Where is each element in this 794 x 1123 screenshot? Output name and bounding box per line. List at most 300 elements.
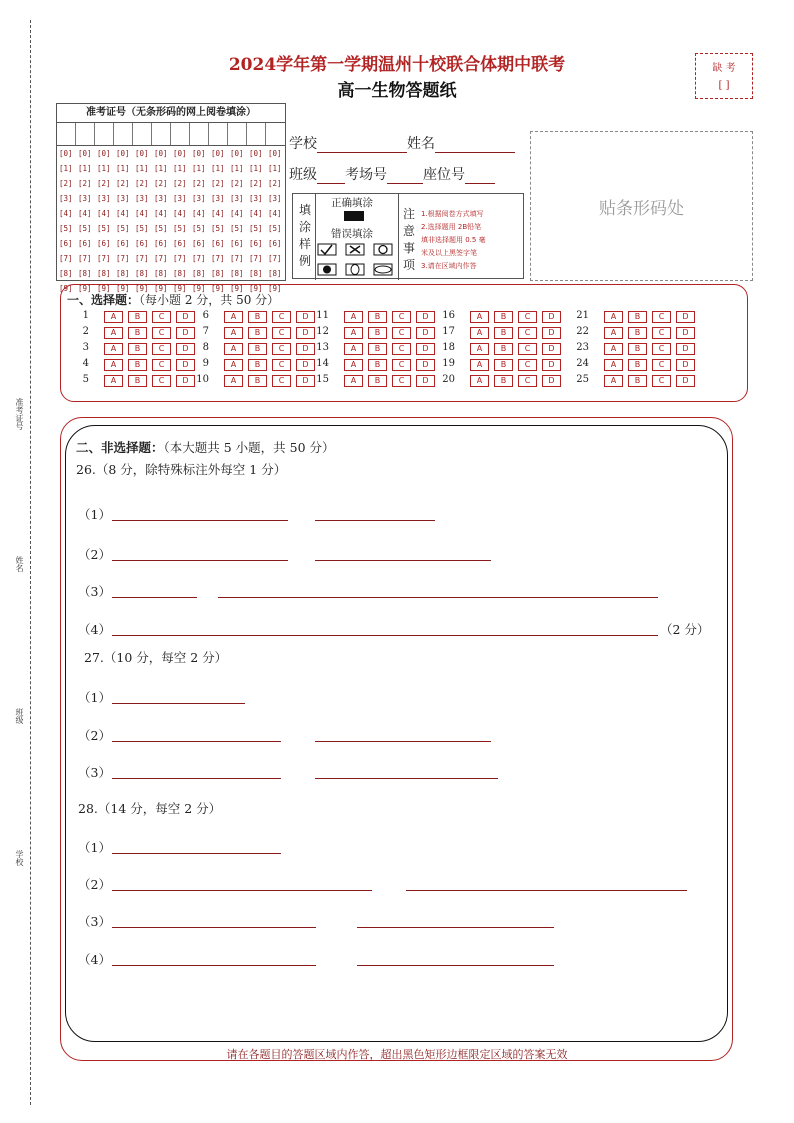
exam-id-digit-option[interactable]: [5] — [192, 224, 206, 233]
mc-option-bubble[interactable]: B — [368, 327, 387, 339]
mc-option-bubble[interactable]: C — [272, 359, 291, 371]
exam-id-digit-option[interactable]: [4] — [249, 209, 263, 218]
exam-id-digit-option[interactable]: [8] — [268, 269, 282, 278]
exam-id-digit-option[interactable]: [7] — [59, 254, 73, 263]
mc-option-bubble[interactable]: D — [542, 375, 561, 387]
mc-option-bubble[interactable]: C — [392, 375, 411, 387]
mc-option-bubble[interactable]: D — [676, 343, 695, 355]
exam-id-digit-option[interactable]: [3] — [268, 194, 282, 203]
mc-option-bubble[interactable]: A — [104, 327, 123, 339]
exam-id-digit-option[interactable]: [7] — [116, 254, 130, 263]
exam-id-digit-option[interactable]: [9] — [135, 284, 149, 293]
mc-option-bubble[interactable]: C — [652, 375, 671, 387]
mc-option-bubble[interactable]: B — [368, 311, 387, 323]
mc-option-bubble[interactable]: C — [272, 327, 291, 339]
exam-id-digit-option[interactable]: [7] — [211, 254, 225, 263]
exam-id-digit-column[interactable] — [211, 146, 225, 296]
mc-option-bubble[interactable]: A — [604, 375, 623, 387]
exam-id-digit-option[interactable]: [5] — [59, 224, 73, 233]
class-row — [289, 164, 495, 184]
q26-1-blank-b[interactable] — [315, 519, 435, 521]
mc-option-bubble[interactable]: B — [248, 375, 267, 387]
mc-option-bubble[interactable]: B — [628, 375, 647, 387]
exam-id-digit-option[interactable]: [4] — [116, 209, 130, 218]
exam-id-digit-option[interactable]: [2] — [78, 179, 92, 188]
exam-id-digit-option[interactable]: [1] — [249, 164, 263, 173]
seat-label: 座位号 — [423, 167, 465, 183]
mc-option-bubble[interactable]: A — [344, 311, 363, 323]
mc-question-number: 14 — [316, 358, 329, 369]
exam-id-digit-option[interactable]: [4] — [230, 209, 244, 218]
mc-option-bubble[interactable]: D — [296, 311, 315, 323]
mc-option-bubble[interactable]: B — [368, 359, 387, 371]
exam-id-digit-option[interactable]: [2] — [211, 179, 225, 188]
mc-question-number: 13 — [316, 342, 329, 353]
mc-option-bubble[interactable]: C — [518, 327, 537, 339]
exam-id-digit-option[interactable]: [1] — [154, 164, 168, 173]
mc-option-bubble[interactable]: D — [676, 327, 695, 339]
exam-id-digit-option[interactable]: [2] — [230, 179, 244, 188]
exam-id-digit-option[interactable]: [8] — [173, 269, 187, 278]
q26-part2-label: （2） — [78, 547, 111, 562]
mc-option-bubble[interactable]: A — [604, 359, 623, 371]
mc-option-bubble[interactable]: B — [248, 311, 267, 323]
mc-option-bubble[interactable]: A — [344, 359, 363, 371]
mc-option-bubble[interactable]: C — [392, 359, 411, 371]
exam-id-digit-option[interactable]: [8] — [97, 269, 111, 278]
mc-option-bubble[interactable]: C — [272, 311, 291, 323]
exam-id-digit-option[interactable]: [2] — [192, 179, 206, 188]
mc-question-number: 6 — [202, 310, 209, 321]
mc-option-bubble[interactable]: C — [652, 343, 671, 355]
notice-label: 注意事项 — [403, 207, 416, 272]
mc-option-bubble[interactable]: A — [104, 311, 123, 323]
mc-option-bubble[interactable]: D — [176, 311, 195, 323]
exam-id-digit-option[interactable]: [1] — [268, 164, 282, 173]
exam-id-write-cells[interactable] — [57, 123, 285, 146]
exam-id-digit-option[interactable]: [6] — [211, 239, 225, 248]
mc-question-number: 5 — [82, 374, 89, 385]
exam-id-digit-option[interactable]: [5] — [116, 224, 130, 233]
mc-option-bubble[interactable]: D — [416, 343, 435, 355]
exam-id-digit-option[interactable]: [8] — [211, 269, 225, 278]
exam-id-digit-column[interactable] — [230, 146, 244, 296]
mc-option-bubble[interactable]: C — [652, 359, 671, 371]
exam-id-digit-option[interactable]: [5] — [78, 224, 92, 233]
mc-option-bubble[interactable]: D — [676, 311, 695, 323]
exam-id-digit-option[interactable]: [3] — [173, 194, 187, 203]
q26-3-blank-b[interactable] — [218, 596, 658, 598]
mc-option-bubble[interactable]: A — [224, 343, 243, 355]
mc-option-bubble[interactable]: B — [368, 343, 387, 355]
mc-option-bubble[interactable]: A — [470, 359, 489, 371]
mc-option-bubble[interactable]: A — [224, 359, 243, 371]
mc-option-bubble[interactable]: D — [296, 327, 315, 339]
mc-option-bubble[interactable]: D — [676, 375, 695, 387]
seat-field[interactable] — [465, 169, 495, 184]
exam-id-digit-option[interactable]: [0] — [249, 149, 263, 158]
mc-option-bubble[interactable]: A — [604, 311, 623, 323]
exam-id-digit-option[interactable]: [1] — [59, 164, 73, 173]
exam-id-digit-option[interactable]: [6] — [135, 239, 149, 248]
class-label: 班级 — [289, 167, 317, 183]
exam-id-digit-option[interactable]: [9] — [78, 284, 92, 293]
exam-id-digit-option[interactable]: [9] — [192, 284, 206, 293]
exam-id-digit-option[interactable]: [1] — [192, 164, 206, 173]
mc-option-bubble[interactable]: D — [296, 359, 315, 371]
mc-option-bubble[interactable]: B — [128, 327, 147, 339]
fill-sample-label: 填涂样例 — [299, 203, 312, 268]
exam-id-digit-option[interactable]: [6] — [59, 239, 73, 248]
mc-note: （每小题 2 分，共 50 分） — [139, 293, 280, 307]
exam-id-digit-option[interactable]: [9] — [249, 284, 263, 293]
mc-option-bubble[interactable]: A — [604, 343, 623, 355]
mc-option-bubble[interactable]: C — [272, 375, 291, 387]
exam-id-digit-option[interactable]: [5] — [135, 224, 149, 233]
exam-id-digit-option[interactable]: [3] — [249, 194, 263, 203]
notice-item: 2.选择题用 2B铅笔 — [421, 223, 482, 231]
mc-option-bubble[interactable]: C — [152, 375, 171, 387]
exam-id-digit-option[interactable]: [6] — [192, 239, 206, 248]
mc-option-bubble[interactable]: A — [470, 311, 489, 323]
exam-id-digit-option[interactable]: [3] — [97, 194, 111, 203]
exam-id-digit-option[interactable]: [7] — [97, 254, 111, 263]
exam-id-digit-option[interactable]: [3] — [154, 194, 168, 203]
mc-option-bubble[interactable]: B — [494, 359, 513, 371]
exam-id-digit-option[interactable]: [6] — [78, 239, 92, 248]
correct-fill-mark — [344, 211, 364, 221]
mc-option-bubble[interactable]: D — [176, 359, 195, 371]
q26-4-blank[interactable] — [112, 634, 658, 636]
exam-id-digit-option[interactable]: [1] — [116, 164, 130, 173]
q26-1-blank-a[interactable] — [112, 519, 288, 521]
mc-option-bubble[interactable]: B — [628, 327, 647, 339]
mc-option-bubble[interactable]: B — [628, 359, 647, 371]
exam-id-digit-option[interactable]: [3] — [78, 194, 92, 203]
exam-id-digit-option[interactable]: [5] — [97, 224, 111, 233]
mc-option-bubble[interactable]: A — [224, 311, 243, 323]
exam-id-digit-option[interactable]: [2] — [135, 179, 149, 188]
mc-option-bubble[interactable]: C — [518, 359, 537, 371]
mc-option-bubble[interactable]: C — [518, 343, 537, 355]
exam-id-digit-column[interactable] — [154, 146, 168, 296]
exam-id-digit-option[interactable]: [3] — [192, 194, 206, 203]
mc-option-bubble[interactable]: B — [128, 311, 147, 323]
mc-option-bubble[interactable]: C — [392, 343, 411, 355]
exam-id-digit-column[interactable] — [78, 146, 92, 296]
exam-id-digit-option[interactable]: [9] — [268, 284, 282, 293]
exam-id-digit-option[interactable]: [9] — [154, 284, 168, 293]
q28-2-blank-b[interactable] — [406, 889, 687, 891]
exam-id-digit-option[interactable]: [1] — [230, 164, 244, 173]
exam-id-digit-option[interactable]: [0] — [211, 149, 225, 158]
page-subtitle: 高一生物答题纸 — [337, 81, 457, 101]
mc-option-bubble[interactable]: C — [272, 343, 291, 355]
exam-id-digit-option[interactable]: [2] — [97, 179, 111, 188]
exam-id-digit-option[interactable]: [4] — [268, 209, 282, 218]
nonmc-heading-row — [76, 438, 335, 456]
mc-option-bubble[interactable]: B — [128, 343, 147, 355]
mc-option-bubble[interactable]: A — [224, 327, 243, 339]
mc-question-number: 16 — [442, 310, 455, 321]
exam-id-digit-option[interactable]: [5] — [249, 224, 263, 233]
exam-id-digit-column[interactable] — [249, 146, 263, 296]
exam-id-digit-option[interactable]: [0] — [116, 149, 130, 158]
exam-id-digit-option[interactable]: [2] — [173, 179, 187, 188]
mc-option-bubble[interactable]: C — [652, 311, 671, 323]
exam-id-digit-option[interactable]: [0] — [192, 149, 206, 158]
exam-id-digit-option[interactable]: [9] — [230, 284, 244, 293]
exam-id-digit-option[interactable]: [7] — [78, 254, 92, 263]
q28-part2-label: （2） — [78, 877, 111, 892]
exam-id-digit-option[interactable]: [0] — [97, 149, 111, 158]
exam-id-digit-option[interactable]: [9] — [116, 284, 130, 293]
exam-id-digit-option[interactable]: [0] — [173, 149, 187, 158]
exam-id-digit-option[interactable]: [3] — [135, 194, 149, 203]
mc-question-number: 12 — [316, 326, 329, 337]
exam-id-digit-column[interactable] — [116, 146, 130, 296]
mc-option-bubble[interactable]: B — [248, 327, 267, 339]
exam-id-digit-option[interactable]: [7] — [249, 254, 263, 263]
exam-id-digit-option[interactable]: [1] — [78, 164, 92, 173]
q26-2-blank-b[interactable] — [315, 559, 491, 561]
exam-id-digit-option[interactable]: [2] — [59, 179, 73, 188]
exam-id-digit-option[interactable]: [8] — [154, 269, 168, 278]
exam-id-digit-option[interactable]: [1] — [211, 164, 225, 173]
mc-option-bubble[interactable]: C — [518, 311, 537, 323]
exam-id-digit-option[interactable]: [7] — [154, 254, 168, 263]
q27-title: 27.（10 分，每空 2 分） — [84, 650, 228, 665]
exam-id-digit-option[interactable]: [4] — [59, 209, 73, 218]
mc-option-bubble[interactable]: D — [296, 375, 315, 387]
mc-option-bubble[interactable]: D — [176, 375, 195, 387]
mc-option-bubble[interactable]: C — [152, 343, 171, 355]
exam-id-digit-option[interactable]: [8] — [192, 269, 206, 278]
exam-id-digit-option[interactable]: [9] — [211, 284, 225, 293]
mc-option-bubble[interactable]: A — [104, 375, 123, 387]
exam-id-digit-option[interactable]: [3] — [211, 194, 225, 203]
mc-option-bubble[interactable]: D — [416, 311, 435, 323]
exam-id-digit-column[interactable] — [192, 146, 206, 296]
exam-id-digit-option[interactable]: [4] — [97, 209, 111, 218]
exam-id-digit-option[interactable]: [9] — [97, 284, 111, 293]
exam-id-digit-option[interactable]: [8] — [249, 269, 263, 278]
exam-id-digit-option[interactable]: [6] — [97, 239, 111, 248]
mc-option-bubble[interactable]: D — [296, 343, 315, 355]
side-label-name: 姓名 — [15, 556, 24, 572]
exam-id-digit-column[interactable] — [173, 146, 187, 296]
exam-id-digit-option[interactable]: [0] — [268, 149, 282, 158]
exam-id-digit-option[interactable]: [4] — [192, 209, 206, 218]
mc-option-bubble[interactable]: B — [494, 343, 513, 355]
q27-2-blank-a[interactable] — [112, 740, 281, 742]
notice-item: 3.请在区域内作答 — [421, 262, 477, 270]
exam-id-digit-option[interactable]: [6] — [154, 239, 168, 248]
mc-question-number: 4 — [82, 358, 89, 369]
mc-option-bubble[interactable]: A — [470, 375, 489, 387]
exam-id-digit-option[interactable]: [3] — [230, 194, 244, 203]
exam-id-digit-option[interactable]: [6] — [116, 239, 130, 248]
exam-id-digit-column[interactable] — [97, 146, 111, 296]
exam-id-digit-option[interactable]: [8] — [78, 269, 92, 278]
exam-id-digit-option[interactable]: [6] — [173, 239, 187, 248]
mc-option-bubble[interactable]: D — [542, 343, 561, 355]
mc-option-bubble[interactable]: D — [176, 327, 195, 339]
exam-id-digit-option[interactable]: [5] — [230, 224, 244, 233]
mc-option-bubble[interactable]: B — [494, 327, 513, 339]
barcode-area: 贴条形码处 — [530, 131, 753, 281]
exam-id-digit-option[interactable]: [1] — [135, 164, 149, 173]
q27-2-blank-b[interactable] — [315, 740, 491, 742]
mc-option-bubble[interactable]: C — [652, 327, 671, 339]
q27-3-blank-b[interactable] — [315, 777, 498, 779]
mc-option-bubble[interactable]: D — [416, 359, 435, 371]
exam-id-digit-option[interactable]: [2] — [154, 179, 168, 188]
school-field[interactable] — [317, 138, 407, 153]
mc-option-bubble[interactable]: B — [628, 343, 647, 355]
binding-line — [30, 20, 31, 1105]
q27-part2-label: （2） — [78, 728, 111, 743]
mc-option-bubble[interactable]: B — [494, 311, 513, 323]
exam-id-digit-option[interactable]: [8] — [230, 269, 244, 278]
room-label: 考场号 — [345, 167, 387, 183]
mc-option-bubble[interactable]: A — [344, 327, 363, 339]
exam-id-digit-option[interactable]: [0] — [154, 149, 168, 158]
mc-option-bubble[interactable]: D — [542, 327, 561, 339]
exam-id-digit-option[interactable]: [5] — [268, 224, 282, 233]
q28-3-blank-b[interactable] — [357, 926, 554, 928]
nonmc-note: （本大题共 5 小题，共 50 分） — [163, 440, 335, 455]
mc-option-bubble[interactable]: D — [542, 311, 561, 323]
exam-id-digit-option[interactable]: [0] — [59, 149, 73, 158]
mc-option-bubble[interactable]: C — [152, 327, 171, 339]
exam-id-digit-option[interactable]: [3] — [116, 194, 130, 203]
mc-option-bubble[interactable]: C — [152, 359, 171, 371]
q26-3-blank-a[interactable] — [112, 596, 197, 598]
wrong-fill-label: 错误填涂 — [331, 228, 373, 240]
exam-id-digit-option[interactable]: [2] — [116, 179, 130, 188]
mc-option-bubble[interactable]: A — [470, 327, 489, 339]
divider — [315, 194, 316, 280]
exam-id-digit-option[interactable]: [1] — [173, 164, 187, 173]
mc-heading-row — [67, 291, 279, 308]
mc-option-bubble[interactable]: C — [392, 327, 411, 339]
mc-option-bubble[interactable]: C — [518, 375, 537, 387]
exam-id-digit-option[interactable]: [0] — [78, 149, 92, 158]
absent-mark: [ ] — [718, 80, 730, 91]
room-field[interactable] — [387, 169, 423, 184]
wide-oval-mark-icon — [375, 266, 391, 273]
q28-2-blank-a[interactable] — [112, 889, 372, 891]
q28-4-blank-a[interactable] — [112, 964, 316, 966]
exam-id-digit-option[interactable]: [5] — [211, 224, 225, 233]
exam-id-digit-option[interactable]: [3] — [59, 194, 73, 203]
mc-option-bubble[interactable]: B — [248, 359, 267, 371]
exam-id-digit-option[interactable]: [7] — [173, 254, 187, 263]
q28-3-blank-a[interactable] — [112, 926, 316, 928]
exam-id-digit-option[interactable]: [4] — [154, 209, 168, 218]
mc-option-bubble[interactable]: D — [176, 343, 195, 355]
mc-option-bubble[interactable]: C — [392, 311, 411, 323]
exam-id-digit-option[interactable]: [7] — [192, 254, 206, 263]
exam-id-digit-column[interactable] — [59, 146, 73, 296]
mc-question-number: 20 — [442, 374, 455, 385]
exam-id-digit-option[interactable]: [8] — [116, 269, 130, 278]
exam-id-digit-option[interactable]: [7] — [268, 254, 282, 263]
exam-id-digit-option[interactable]: [6] — [268, 239, 282, 248]
exam-id-digit-option[interactable]: [6] — [230, 239, 244, 248]
mc-option-bubble[interactable]: A — [344, 343, 363, 355]
school-label: 学校 — [289, 136, 317, 152]
fill-sample-box — [292, 193, 524, 279]
exam-id-digit-option[interactable]: [4] — [78, 209, 92, 218]
mc-option-bubble[interactable]: A — [604, 327, 623, 339]
q28-1-blank[interactable] — [112, 852, 281, 854]
exam-id-digit-option[interactable]: [4] — [173, 209, 187, 218]
q26-2-blank-a[interactable] — [112, 559, 288, 561]
exam-id-digit-option[interactable]: [9] — [59, 284, 73, 293]
exam-id-digit-option[interactable]: [8] — [135, 269, 149, 278]
mc-option-bubble[interactable]: A — [344, 375, 363, 387]
exam-id-digit-option[interactable]: [5] — [154, 224, 168, 233]
mc-option-bubble[interactable]: A — [224, 375, 243, 387]
class-field[interactable] — [317, 169, 345, 184]
exam-id-digit-option[interactable]: [7] — [230, 254, 244, 263]
exam-id-digit-option[interactable]: [8] — [59, 269, 73, 278]
q27-1-blank[interactable] — [112, 702, 245, 704]
mc-option-bubble[interactable]: C — [152, 311, 171, 323]
name-label: 姓名 — [407, 136, 435, 152]
mc-question-number: 25 — [576, 374, 589, 385]
mc-option-bubble[interactable]: A — [104, 359, 123, 371]
exam-id-digit-option[interactable]: [6] — [249, 239, 263, 248]
exam-id-digit-option[interactable]: [2] — [268, 179, 282, 188]
mc-option-bubble[interactable]: B — [128, 375, 147, 387]
mc-option-bubble[interactable]: A — [470, 343, 489, 355]
absent-box[interactable] — [695, 53, 753, 99]
exam-id-digit-option[interactable]: [1] — [97, 164, 111, 173]
exam-id-digit-option[interactable]: [9] — [173, 284, 187, 293]
exam-id-box — [56, 103, 286, 293]
q27-3-blank-a[interactable] — [112, 777, 281, 779]
mc-option-bubble[interactable]: D — [542, 359, 561, 371]
mc-option-bubble[interactable]: B — [248, 343, 267, 355]
exam-id-digit-option[interactable]: [0] — [230, 149, 244, 158]
nonmc-heading: 二、非选择题： — [76, 440, 164, 455]
mc-option-bubble[interactable]: B — [494, 375, 513, 387]
q26-part1-label: （1） — [78, 507, 111, 522]
mc-option-bubble[interactable]: D — [416, 375, 435, 387]
mc-option-bubble[interactable]: D — [416, 327, 435, 339]
mc-option-bubble[interactable]: B — [628, 311, 647, 323]
answer-region — [65, 425, 728, 1042]
exam-id-digit-option[interactable]: [0] — [135, 149, 149, 158]
exam-id-digit-option[interactable]: [4] — [211, 209, 225, 218]
name-field[interactable] — [435, 138, 515, 153]
exam-id-digit-column[interactable] — [135, 146, 149, 296]
q28-4-blank-b[interactable] — [357, 964, 554, 966]
exam-id-digit-option[interactable]: [7] — [135, 254, 149, 263]
notice-item: 米及以上黑签字笔 — [421, 249, 477, 257]
exam-id-digit-option[interactable]: [4] — [135, 209, 149, 218]
exam-id-digit-option[interactable]: [5] — [173, 224, 187, 233]
mc-option-bubble[interactable]: A — [104, 343, 123, 355]
mc-option-bubble[interactable]: B — [128, 359, 147, 371]
mc-option-bubble[interactable]: D — [676, 359, 695, 371]
mc-option-bubble[interactable]: B — [368, 375, 387, 387]
exam-id-digit-column[interactable] — [268, 146, 282, 296]
exam-id-digit-option[interactable]: [2] — [249, 179, 263, 188]
